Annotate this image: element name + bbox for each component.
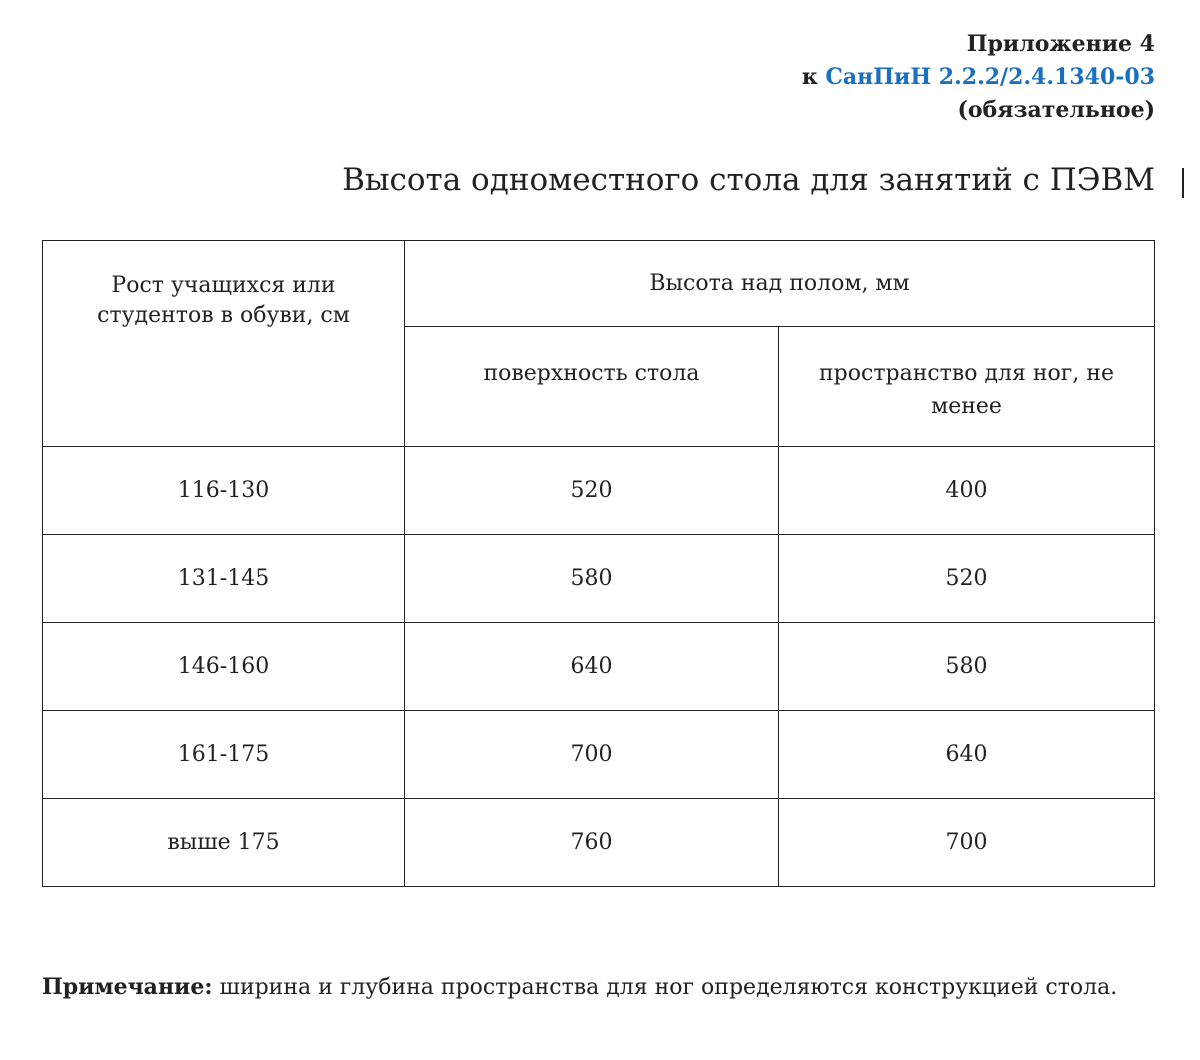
cell-height: 116-130: [43, 447, 405, 535]
table-row: [43, 799, 1155, 887]
table-row: [43, 535, 1155, 623]
header-student-height: Рост учащихся или студентов в обуви, см: [43, 241, 405, 447]
table-row: [43, 447, 1155, 535]
table-row: [43, 623, 1155, 711]
edge-divider: [1182, 168, 1184, 198]
table-note: [42, 974, 1117, 1000]
note-text: ширина и глубина пространства для ног определяются конструкцией стола.: [219, 975, 1118, 1000]
appendix-header: [802, 28, 1155, 127]
cell-surface: 760: [405, 799, 779, 887]
cell-surface: 580: [405, 535, 779, 623]
header-legroom: пространство для ног, не менее: [779, 327, 1155, 447]
table-row: [43, 711, 1155, 799]
cell-legroom: 580: [779, 623, 1155, 711]
appendix-reference: [802, 61, 1155, 94]
cell-height: 131-145: [43, 535, 405, 623]
cell-height: 161-175: [43, 711, 405, 799]
header-table-surface: поверхность стола: [405, 327, 779, 447]
cell-surface: 520: [405, 447, 779, 535]
sanpin-link[interactable]: СанПиН 2.2.2/2.4.1340-03: [825, 64, 1155, 90]
appendix-prefix: к: [801, 64, 818, 90]
note-label: Примечание:: [42, 974, 213, 1000]
cell-surface: 700: [405, 711, 779, 799]
cell-legroom: 640: [779, 711, 1155, 799]
page-title: Высота одноместного стола для занятий с ПЭВМ: [342, 162, 1155, 198]
appendix-status: (обязательное): [957, 97, 1155, 123]
cell-legroom: 700: [779, 799, 1155, 887]
cell-surface: 640: [405, 623, 779, 711]
desk-height-table: [42, 240, 1155, 887]
cell-height: 146-160: [43, 623, 405, 711]
header-height-above-floor: Высота над полом, мм: [405, 241, 1155, 327]
cell-legroom: 400: [779, 447, 1155, 535]
cell-legroom: 520: [779, 535, 1155, 623]
cell-height: выше 175: [43, 799, 405, 887]
appendix-number: Приложение 4: [966, 31, 1155, 57]
